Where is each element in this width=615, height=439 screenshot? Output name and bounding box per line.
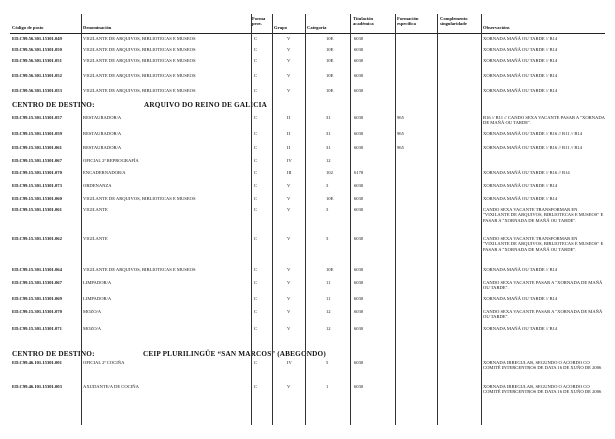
cell-forma: C (254, 326, 258, 331)
cell-observaciones: XORNADA MAÑÁ OU TARDE // B14 (483, 183, 558, 188)
cell-denominacion: RESTAURADOR/A (83, 115, 122, 120)
cell-grupo: III (287, 170, 292, 175)
cell-grupo: V (287, 384, 291, 389)
section-header-ceip (12, 350, 326, 358)
cell-forma: C (254, 267, 258, 272)
cell-titulacion: 6030 (354, 360, 364, 365)
cell-grupo: V (287, 47, 291, 52)
cell-titulacion: 6030 (354, 384, 364, 389)
cell-titulacion: 6030 (354, 267, 364, 272)
cell-categoria: 10E (326, 58, 334, 63)
col-codigo-header: Código de posto (12, 25, 44, 30)
cell-categoria: 10E (326, 196, 334, 201)
section-label: CENTRO DE DESTINO: (12, 350, 95, 358)
cell-code: ED.C99.56.301.15301.049 (12, 36, 62, 41)
cell-grupo: V (287, 296, 291, 301)
table-header (0, 14, 615, 34)
cell-forma: C (254, 88, 258, 93)
cell-denominacion: VIGILANTE DE ARQUIVOS, BIBLIOTECAS E MUSEOS (83, 196, 196, 201)
cell-titulacion: 6030 (354, 115, 364, 120)
cell-formacion: 965 (397, 145, 404, 150)
cell-grupo: V (287, 236, 291, 241)
cell-titulacion: 6178 (354, 170, 364, 175)
cell-observaciones: XORNADA MAÑÁ OU TARDE // B16 // B11 // B14 (483, 131, 583, 136)
column-divider (251, 14, 252, 425)
cell-observaciones: XORNADA MAÑÁ OU TARDE // B14 (483, 73, 558, 78)
cell-formacion: 965 (397, 131, 404, 136)
cell-denominacion: ENCADERNADOR/A (83, 170, 126, 175)
cell-code: ED.C99.15.301.15301.070 (12, 309, 62, 314)
cell-forma: C (254, 309, 258, 314)
cell-code: ED.C99.15.301.15301.071 (12, 326, 62, 331)
cell-forma: C (254, 236, 258, 241)
cell-code: ED.C99.46.101.15301.001 (12, 360, 62, 365)
cell-observaciones: XORNADA MAÑÁ OU TARDE // B14 (483, 196, 558, 201)
cell-code: ED.C99.56.301.15301.052 (12, 73, 62, 78)
cell-forma: C (254, 58, 258, 63)
cell-denominacion: VIGILANTE (83, 207, 108, 212)
cell-forma: C (254, 115, 258, 120)
cell-forma: C (254, 145, 258, 150)
cell-titulacion: 6030 (354, 183, 364, 188)
cell-titulacion: 6030 (354, 207, 364, 212)
cell-denominacion: LIMPADOR/A (83, 296, 112, 301)
cell-categoria: 1 (326, 384, 329, 389)
cell-denominacion: OFICIAL 2ª COCIÑA (83, 360, 125, 365)
cell-observaciones: CANDO SEXA VACANTE TRANSFORMAR EN "VIXILANTE DE ARQUIVOS, BIBLIOTECAS E MUSEOS" E PASAR A "XORNADA DE MAÑÁ OU TARDE". (483, 236, 604, 252)
cell-forma: C (254, 183, 258, 188)
cell-forma: C (254, 196, 258, 201)
section-destination: ARQUIVO DO REINO DE GALICIA (144, 101, 268, 109)
cell-denominacion: VIGILANTE DE ARQUIVOS, BIBLIOTECAS E MUSEOS (83, 47, 196, 52)
cell-grupo: II (287, 145, 291, 150)
section-header-arquivo (12, 101, 268, 109)
col-grupo-header: Grupo (274, 25, 288, 30)
cell-grupo: II (287, 115, 291, 120)
cell-denominacion: MOZO/A (83, 309, 102, 314)
cell-code: ED.C99.15.301.15301.070 (12, 170, 62, 175)
col-complemento-header: Complemento singularidade (440, 16, 468, 27)
cell-forma: C (254, 73, 258, 78)
cell-categoria: 3 (326, 207, 329, 212)
cell-categoria: 31 (326, 131, 331, 136)
column-divider (81, 14, 82, 425)
cell-observaciones: XORNADA IRREGULAR, SEGUNDO O ACORDO CO COMITÉ INTERCENTROS DE DATA 16 DE XUÑO DE 2006 (483, 360, 602, 371)
cell-observaciones: XORNADA IRREGULAR, SEGUNDO O ACORDO CO COMITÉ INTERCENTROS DE DATA 16 DE XUÑO DE 2006 (483, 384, 602, 395)
cell-denominacion: MOZO/A (83, 326, 102, 331)
cell-grupo: V (287, 88, 291, 93)
cell-denominacion: RESTAURADOR/A (83, 145, 122, 150)
cell-observaciones: XORNADA MAÑÁ OU TARDE // B14 (483, 326, 558, 331)
cell-denominacion: OFICIAL 2ª REPROGRAFÍA (83, 158, 139, 163)
cell-observaciones: XORNADA MAÑÁ OU TARDE // B14 (483, 58, 558, 63)
cell-observaciones: CANDO SEXA VACANTE TRANSFORMAR EN "VIXILANTE DE ARQUIVOS, BIBLIOTECAS E MUSEOS" E PASAR A "XORNADA DE MAÑÁ OU TARDE". (483, 207, 604, 223)
cell-grupo: V (287, 280, 291, 285)
cell-grupo: V (287, 207, 291, 212)
cell-titulacion: 6030 (354, 196, 364, 201)
cell-observaciones: XORNADA MAÑÁ OU TARDE // B14 (483, 36, 558, 41)
cell-forma: C (254, 296, 258, 301)
cell-denominacion: RESTAURADOR/A (83, 131, 122, 136)
cell-titulacion: 6030 (354, 47, 364, 52)
cell-titulacion: 6030 (354, 326, 364, 331)
cell-code: ED.C99.15.301.15301.064 (12, 267, 62, 272)
cell-code: ED.C99.15.301.15301.069 (12, 296, 62, 301)
cell-titulacion: 6030 (354, 296, 364, 301)
cell-observaciones: XORNADA MAÑÁ OU TARDE // B16 // B14 (483, 170, 570, 175)
cell-grupo: V (287, 73, 291, 78)
cell-grupo: V (287, 183, 291, 188)
section-destination: CEIP PLURILINGÜE “SAN MARCOS” (ABEGONDO) (143, 350, 326, 358)
cell-code: ED.C99.15.301.15301.067 (12, 158, 62, 163)
cell-forma: C (254, 207, 258, 212)
cell-grupo: IV (287, 158, 292, 163)
cell-forma: C (254, 158, 258, 163)
cell-categoria: 10E (326, 47, 334, 52)
cell-denominacion: VIGILANTE DE ARQUIVOS, BIBLIOTECAS E MUSEOS (83, 73, 196, 78)
cell-observaciones: XORNADA MAÑÁ OU TARDE // B14 (483, 296, 558, 301)
cell-forma: C (254, 384, 258, 389)
cell-denominacion: AXUDANTE/A DE COCIÑA (83, 384, 139, 389)
cell-code: ED.C99.15.301.15301.062 (12, 236, 62, 241)
column-divider (395, 14, 396, 425)
cell-observaciones: CANDO SEXA VACANTE PASAR A "XORNADA DE MAÑÁ OU TARDE". (483, 280, 603, 291)
cell-grupo: V (287, 309, 291, 314)
cell-code: ED.C99.15.301.15301.061 (12, 145, 62, 150)
cell-denominacion: LIMPADOR/A (83, 280, 112, 285)
cell-categoria: 11 (326, 296, 331, 301)
column-divider (305, 14, 306, 425)
cell-observaciones: B16 // B11 // CANDO SEXA VACANTE PASAR A "XORNADA DE MAÑÁ OU TARDE". (483, 115, 605, 126)
column-divider (437, 14, 438, 425)
cell-titulacion: 6030 (354, 236, 364, 241)
cell-observaciones: XORNADA MAÑÁ OU TARDE // B16 // B11 // B14 (483, 145, 583, 150)
column-divider (272, 14, 273, 425)
cell-grupo: IV (287, 360, 292, 365)
cell-titulacion: 6030 (354, 88, 364, 93)
cell-categoria: 11 (326, 280, 331, 285)
cell-denominacion: VIGILANTE DE ARQUIVOS, BIBLIOTECAS E MUSEOS (83, 267, 196, 272)
cell-code: ED.C99.15.301.15301.060 (12, 196, 62, 201)
cell-forma: C (254, 131, 258, 136)
cell-titulacion: 6030 (354, 309, 364, 314)
cell-categoria: 102 (326, 170, 333, 175)
col-formacion-header: Formación específica (397, 16, 419, 27)
section-label: CENTRO DE DESTINO: (12, 101, 95, 109)
cell-categoria: 12 (326, 309, 331, 314)
cell-categoria: 12 (326, 326, 331, 331)
column-divider (481, 14, 482, 425)
cell-categoria: 10E (326, 267, 334, 272)
cell-code: ED.C99.15.301.15301.057 (12, 115, 62, 120)
cell-formacion: 965 (397, 115, 404, 120)
cell-titulacion: 6030 (354, 145, 364, 150)
cell-code: ED.C99.15.301.15301.061 (12, 207, 62, 212)
col-titulacion-header: Titulación académica (353, 16, 374, 27)
cell-observaciones: XORNADA MAÑÁ OU TARDE // B14 (483, 88, 558, 93)
cell-code: ED.C99.56.301.15301.050 (12, 47, 62, 52)
cell-denominacion: VIGILANTE (83, 236, 108, 241)
cell-code: ED.C99.56.301.15301.053 (12, 88, 62, 93)
cell-denominacion: VIGILANTE DE ARQUIVOS, BIBLIOTECAS E MUSEOS (83, 36, 196, 41)
cell-denominacion: ORDENANZA (83, 183, 112, 188)
cell-titulacion: 6030 (354, 73, 364, 78)
cell-forma: C (254, 170, 258, 175)
cell-denominacion: VIGILANTE DE ARQUIVOS, BIBLIOTECAS E MUSEOS (83, 58, 196, 63)
cell-titulacion: 6030 (354, 36, 364, 41)
cell-code: ED.C99.46.101.15301.003 (12, 384, 62, 389)
cell-grupo: V (287, 267, 291, 272)
cell-code: ED.C99.15.301.15301.073 (12, 183, 62, 188)
cell-grupo: V (287, 196, 291, 201)
cell-categoria: 10E (326, 36, 334, 41)
cell-categoria: 10E (326, 73, 334, 78)
cell-grupo: V (287, 58, 291, 63)
cell-categoria: 3 (326, 236, 329, 241)
header-rule (10, 33, 605, 34)
cell-code: ED.C99.56.301.15301.051 (12, 58, 62, 63)
cell-categoria: 31 (326, 115, 331, 120)
cell-categoria: 31 (326, 145, 331, 150)
cell-observaciones: XORNADA MAÑÁ OU TARDE // B14 (483, 267, 558, 272)
cell-observaciones: XORNADA MAÑÁ OU TARDE // B14 (483, 47, 558, 52)
cell-grupo: V (287, 36, 291, 41)
cell-forma: C (254, 36, 258, 41)
cell-forma: C (254, 47, 258, 52)
cell-forma: C (254, 360, 258, 365)
cell-categoria: 10E (326, 88, 334, 93)
cell-titulacion: 6030 (354, 131, 364, 136)
col-observaciones-header: Observacións (483, 25, 510, 30)
cell-categoria: 5 (326, 360, 329, 365)
col-forma-header: Forma prov. (252, 16, 266, 27)
cell-denominacion: VIGILANTE DE ARQUIVOS, BIBLIOTECAS E MUSEOS (83, 88, 196, 93)
cell-code: ED.C99.15.301.15301.067 (12, 280, 62, 285)
col-categoria-header: Categoría (307, 25, 327, 30)
cell-grupo: V (287, 326, 291, 331)
cell-categoria: 12 (326, 158, 331, 163)
cell-code: ED.C99.15.301.15301.059 (12, 131, 62, 136)
column-divider (350, 14, 351, 425)
cell-forma: C (254, 280, 258, 285)
cell-titulacion: 6030 (354, 280, 364, 285)
cell-titulacion: 6030 (354, 58, 364, 63)
cell-categoria: 3 (326, 183, 329, 188)
col-denominacion-header: Denominación (83, 25, 112, 30)
cell-observaciones: CANDO SEXA VACANTE PASAR A "XORNADA DE MAÑÁ OU TARDE". (483, 309, 603, 320)
cell-grupo: II (287, 131, 291, 136)
